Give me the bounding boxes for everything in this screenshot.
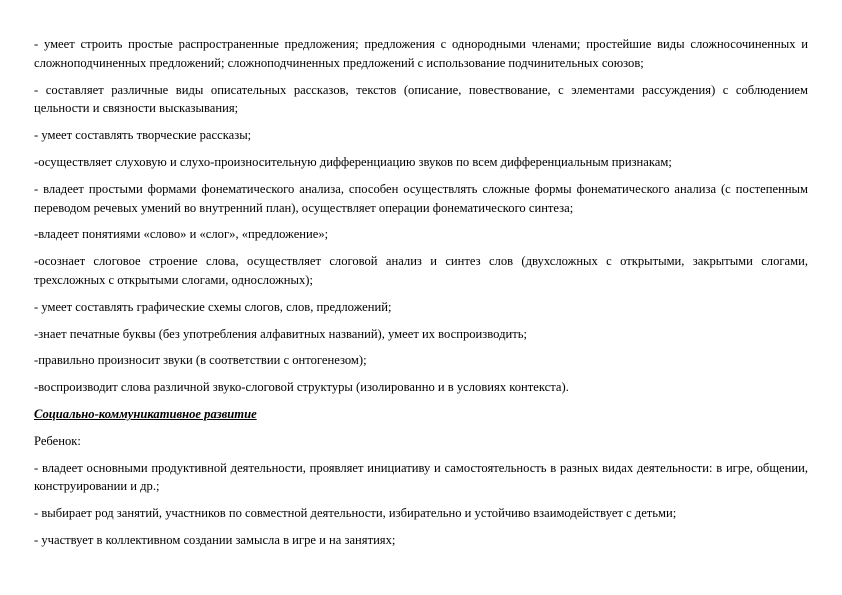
list-item: -осознает слоговое строение слова, осуществляет слоговой анализ и синтез слов (двухсложных с открытыми, закрытыми слогами, трехсложных с открытыми слогами, односложных); xyxy=(34,254,808,287)
section-heading: Социально-коммуникативное развитие xyxy=(34,406,257,421)
list-item: - умеет составлять творческие рассказы; xyxy=(34,128,252,143)
list-item: -знает печатные буквы (без употребления алфавитных названий), умеет их воспроизводить; xyxy=(34,326,527,341)
list-item: - умеет составлять графические схемы слогов, слов, предложений; xyxy=(34,299,392,314)
list-item: -воспроизводит слова различной звуко-слоговой структуры (изолированно и в условиях контекста). xyxy=(34,380,569,395)
list-item: -правильно произносит звуки (в соответствии с онтогенезом); xyxy=(34,353,367,368)
list-item: -осуществляет слуховую и слухо-произносительную дифференциацию звуков по всем дифференциальным признакам; xyxy=(34,154,672,169)
list-item: - участвует в коллективном создании замысла в игре и на занятиях; xyxy=(34,532,396,547)
child-label: Ребенок: xyxy=(34,433,81,448)
list-item: - составляет различные виды описательных рассказов, текстов (описание, повествование, с элементами рассуждения) с соблюдением цельности и связности высказывания; xyxy=(34,82,808,116)
list-item: - владеет основными продуктивной деятельности, проявляет инициативу и самостоятельность в разных видах деятельности: в игре, общении, конструировании и др.; xyxy=(34,460,808,494)
list-item: - умеет строить простые распространенные предложения; предложения с однородными членами; простейшие виды сложносочиненных и сложноподчиненных предложений; сложноподчиненных предложений с использование подчинительных союзов; xyxy=(34,37,808,70)
list-item: - выбирает род занятий, участников по совместной деятельности, избирательно и устойчиво взаимодействует с детьми; xyxy=(34,506,677,521)
list-item: -владеет понятиями «слово» и «слог», «предложение»; xyxy=(34,227,329,242)
list-item: - владеет простыми формами фонематического анализа, способен осуществлять сложные формы фонематического анализа (с постепенным переводом речевых умений во внутренний план), осуществляет операции фонематического синтеза; xyxy=(34,181,808,215)
document-page xyxy=(34,35,808,558)
